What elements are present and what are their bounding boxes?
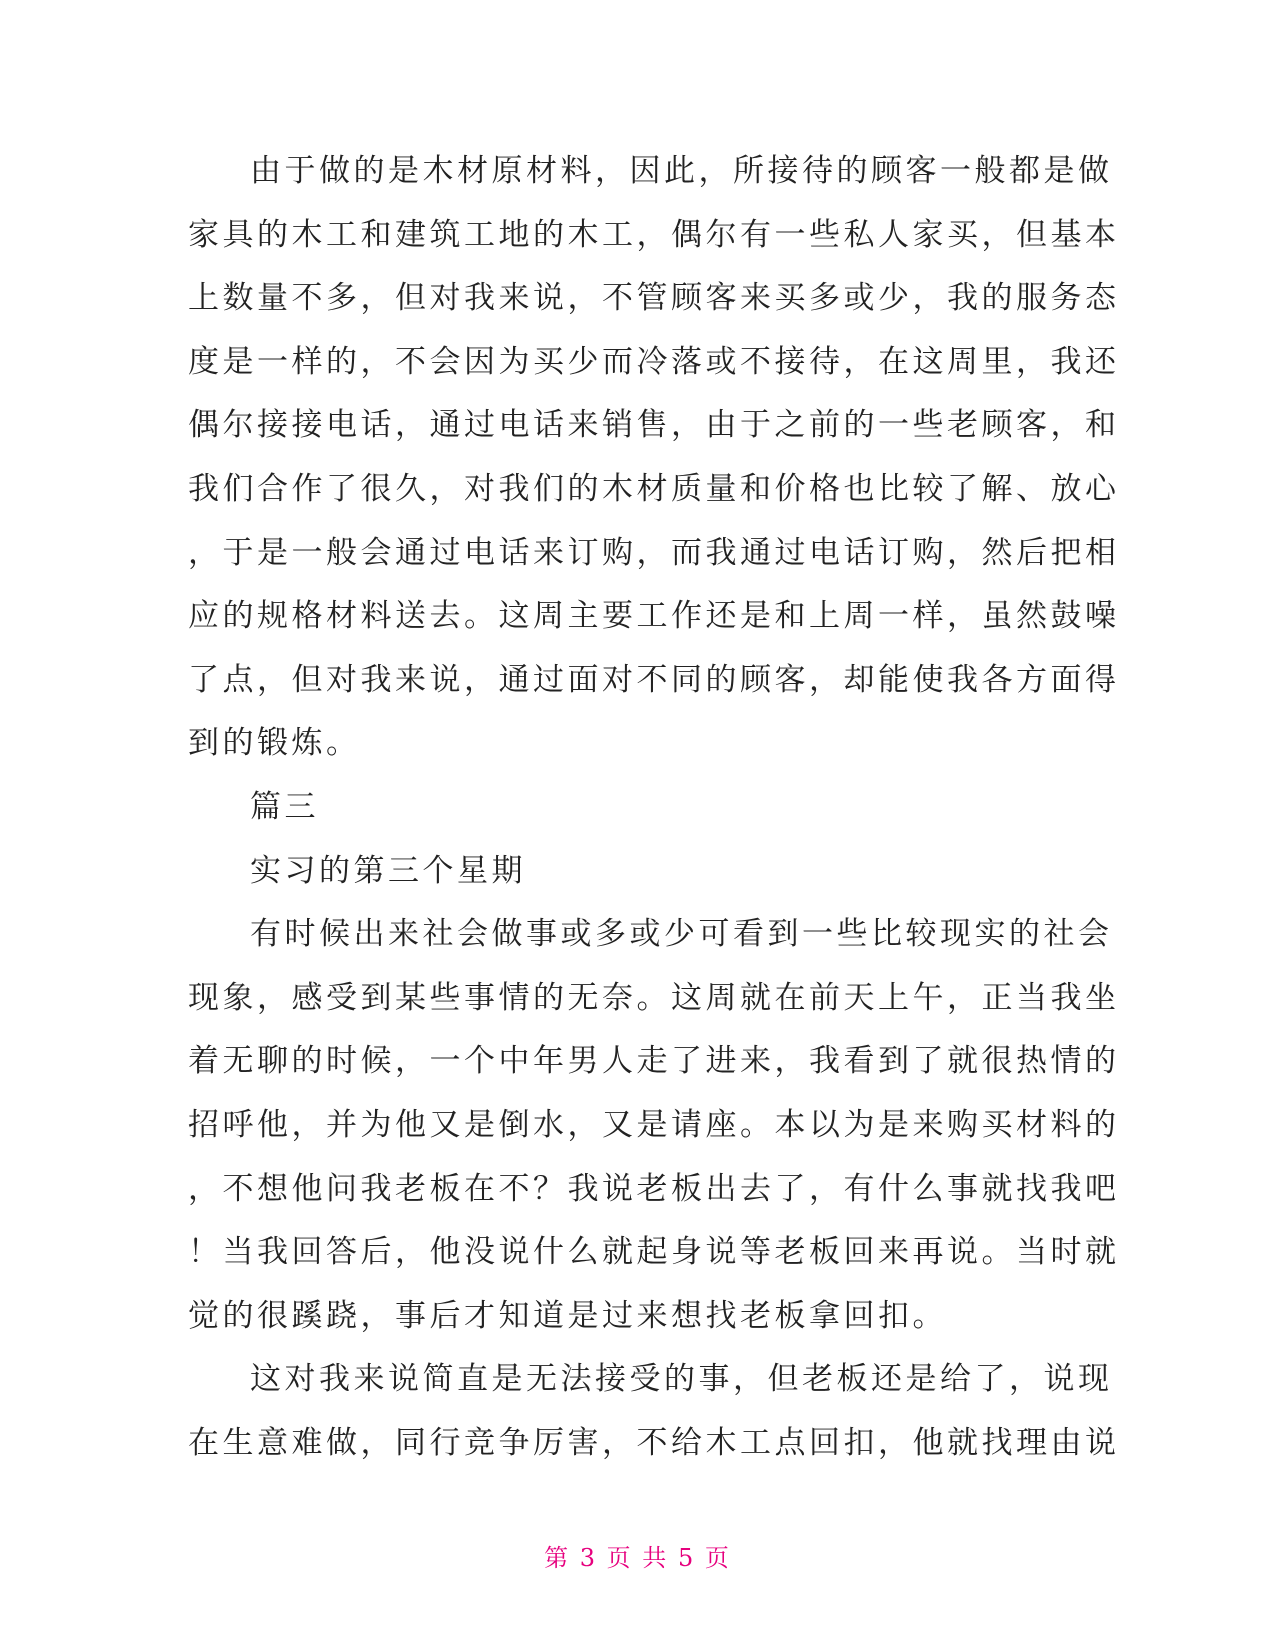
text-line: 觉的很蹊跷，事后才知道是过来想找老板拿回扣。	[188, 1297, 947, 1334]
text-line: 度是一样的，不会因为买少而冷落或不接待，在这周里，我还	[188, 343, 1120, 380]
text-line: 由于做的是木材原材料，因此，所接待的顾客一般都是做	[250, 153, 1113, 189]
text-line: 到的锻炼。	[188, 725, 361, 762]
text-line: 上数量不多，但对我来说，不管顾客来买多或少，我的服务态	[188, 280, 1120, 317]
text-line: ，不想他问我老板在不？我说老板出去了，有什么事就找我吧	[188, 1170, 1120, 1207]
text-line: ！当我回答后，他没说什么就起身说等老板回来再说。当时就	[188, 1234, 1120, 1271]
text-line: 偶尔接接电话，通过电话来销售，由于之前的一些老顾客，和	[188, 407, 1120, 444]
text-line: 在生意难做，同行竞争厉害，不给木工点回扣，他就找理由说	[188, 1424, 1120, 1461]
text-line: ，于是一般会通过电话来订购，而我通过电话订购，然后把相	[188, 534, 1120, 571]
text-line: 我们合作了很久，对我们的木材质量和价格也比较了解、放心	[188, 470, 1120, 507]
text-line: 了点，但对我来说，通过面对不同的顾客，却能使我各方面得	[188, 661, 1120, 698]
text-line: 现象，感受到某些事情的无奈。这周就在前天上午，正当我坐	[188, 979, 1120, 1016]
text-line: 这对我来说简直是无法接受的事，但老板还是给了，说现	[250, 1361, 1113, 1398]
text-line: 实习的第三个星期	[250, 852, 526, 889]
document-body	[188, 140, 1120, 1475]
text-line: 有时候出来社会做事或多或少可看到一些比较现实的社会	[250, 916, 1113, 953]
text-line: 篇三	[250, 788, 319, 825]
text-line: 家具的木工和建筑工地的木工，偶尔有一些私人家买，但基本	[188, 216, 1120, 253]
text-line: 招呼他，并为他又是倒水，又是请座。本以为是来购买材料的	[188, 1106, 1120, 1143]
text-line: 应的规格材料送去。这周主要工作还是和上周一样，虽然鼓噪	[188, 598, 1120, 635]
text-line: 着无聊的时候，一个中年男人走了进来，我看到了就很热情的	[188, 1043, 1120, 1080]
page-footer: 第 3 页 共 5 页	[544, 1544, 731, 1572]
